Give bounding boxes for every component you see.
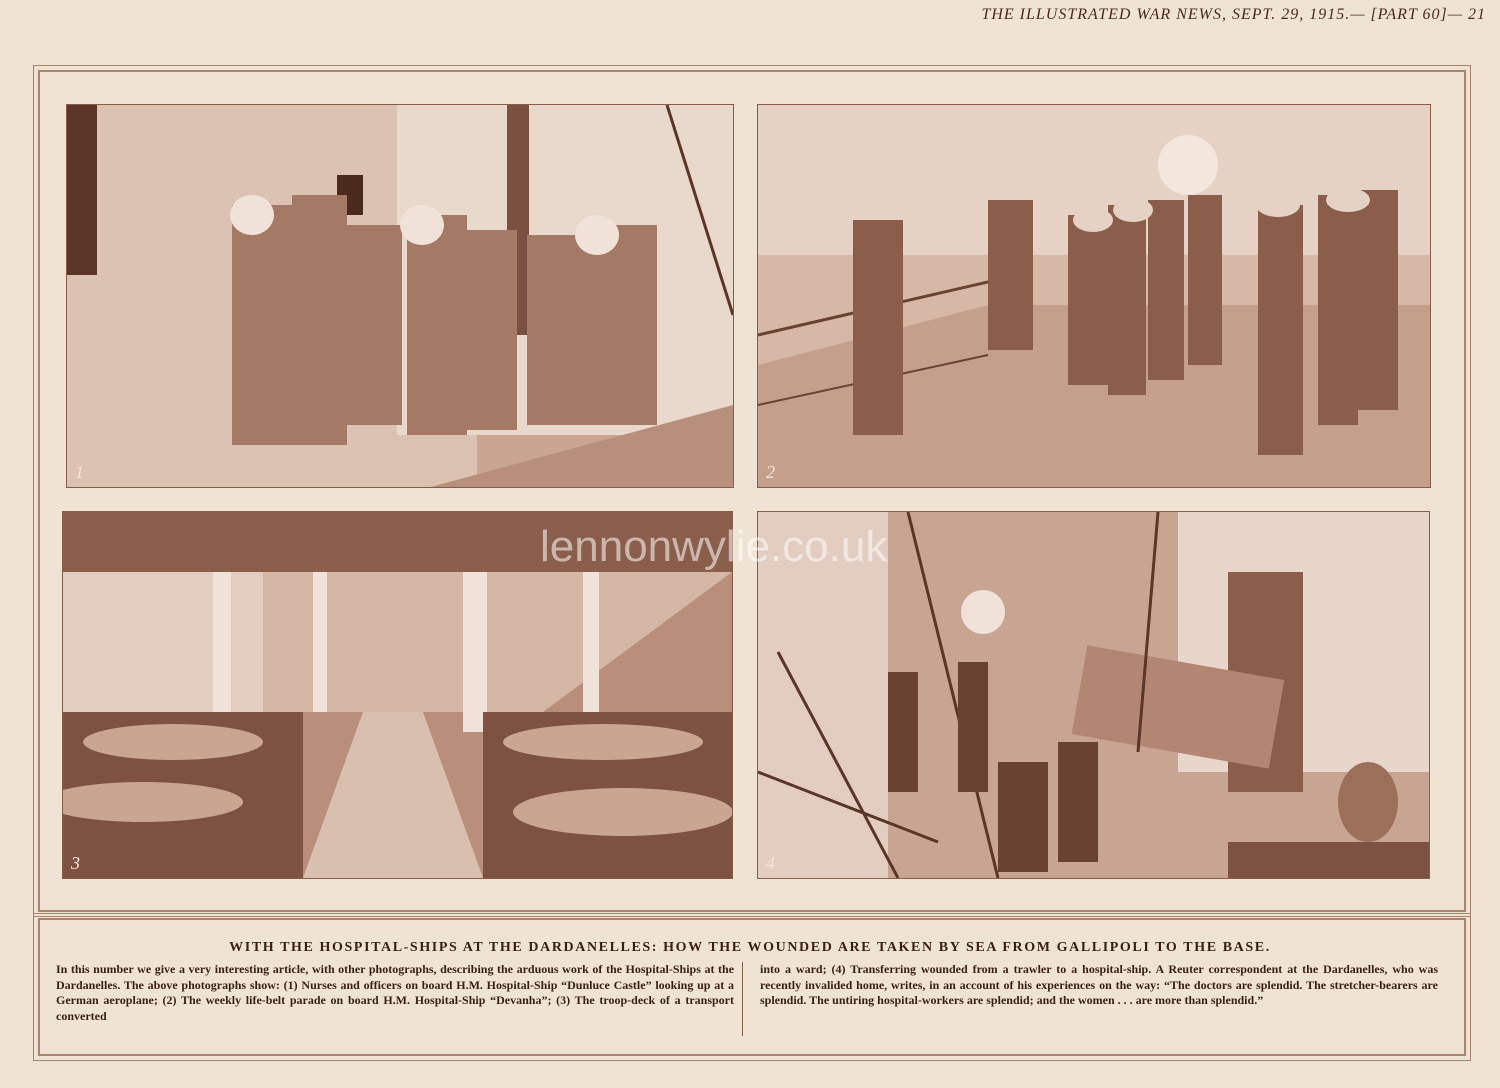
photo-number: 4 bbox=[766, 853, 775, 873]
caption-title: WITH THE HOSPITAL-SHIPS AT THE DARDANELLES: HOW THE WOUNDED ARE TAKEN BY SEA FROM GALLIPOLI TO THE BASE. bbox=[229, 940, 1271, 955]
photo-number: 3 bbox=[71, 853, 80, 873]
caption-column-left: In this number we give a very interesting article, with other photographs, describing the arduous work of the Hospital-Ships at the Dardanelles. The above photographs show: (1) Nurses and officers on board H.M. Hospital-Ship “Dunluce Castle” looking up at a German aeroplane; (2) The weekly life-belt parade on board H.M. Hospital-Ship “Devanha”; (3) The troop-deck of a transport converted bbox=[56, 962, 734, 1023]
photo-2-image bbox=[758, 105, 1430, 487]
caption-column-right: into a ward; (4) Transferring wounded from a trawler to a hospital-ship. A Reuter correspondent at the Dardanelles, who was recently invalided home, writes, in an account of his experiences on the way: “The doctors are splendid. The stretcher-bearers are splendid. The untiring hospital-workers are splendid; and the women . . . are more than splendid.” bbox=[760, 962, 1438, 1007]
photo-number: 2 bbox=[766, 462, 775, 482]
photo-1-image bbox=[67, 105, 733, 487]
column-divider bbox=[742, 962, 743, 1036]
watermark: lennonwylie.co.uk bbox=[540, 522, 888, 571]
photo-nurses-on-deck bbox=[66, 104, 734, 488]
photo-life-belt-parade bbox=[757, 104, 1431, 488]
photo-number: 1 bbox=[75, 462, 84, 482]
running-head: THE ILLUSTRATED WAR NEWS, SEPT. 29, 1915.— [PART 60]— 21 bbox=[981, 6, 1486, 23]
